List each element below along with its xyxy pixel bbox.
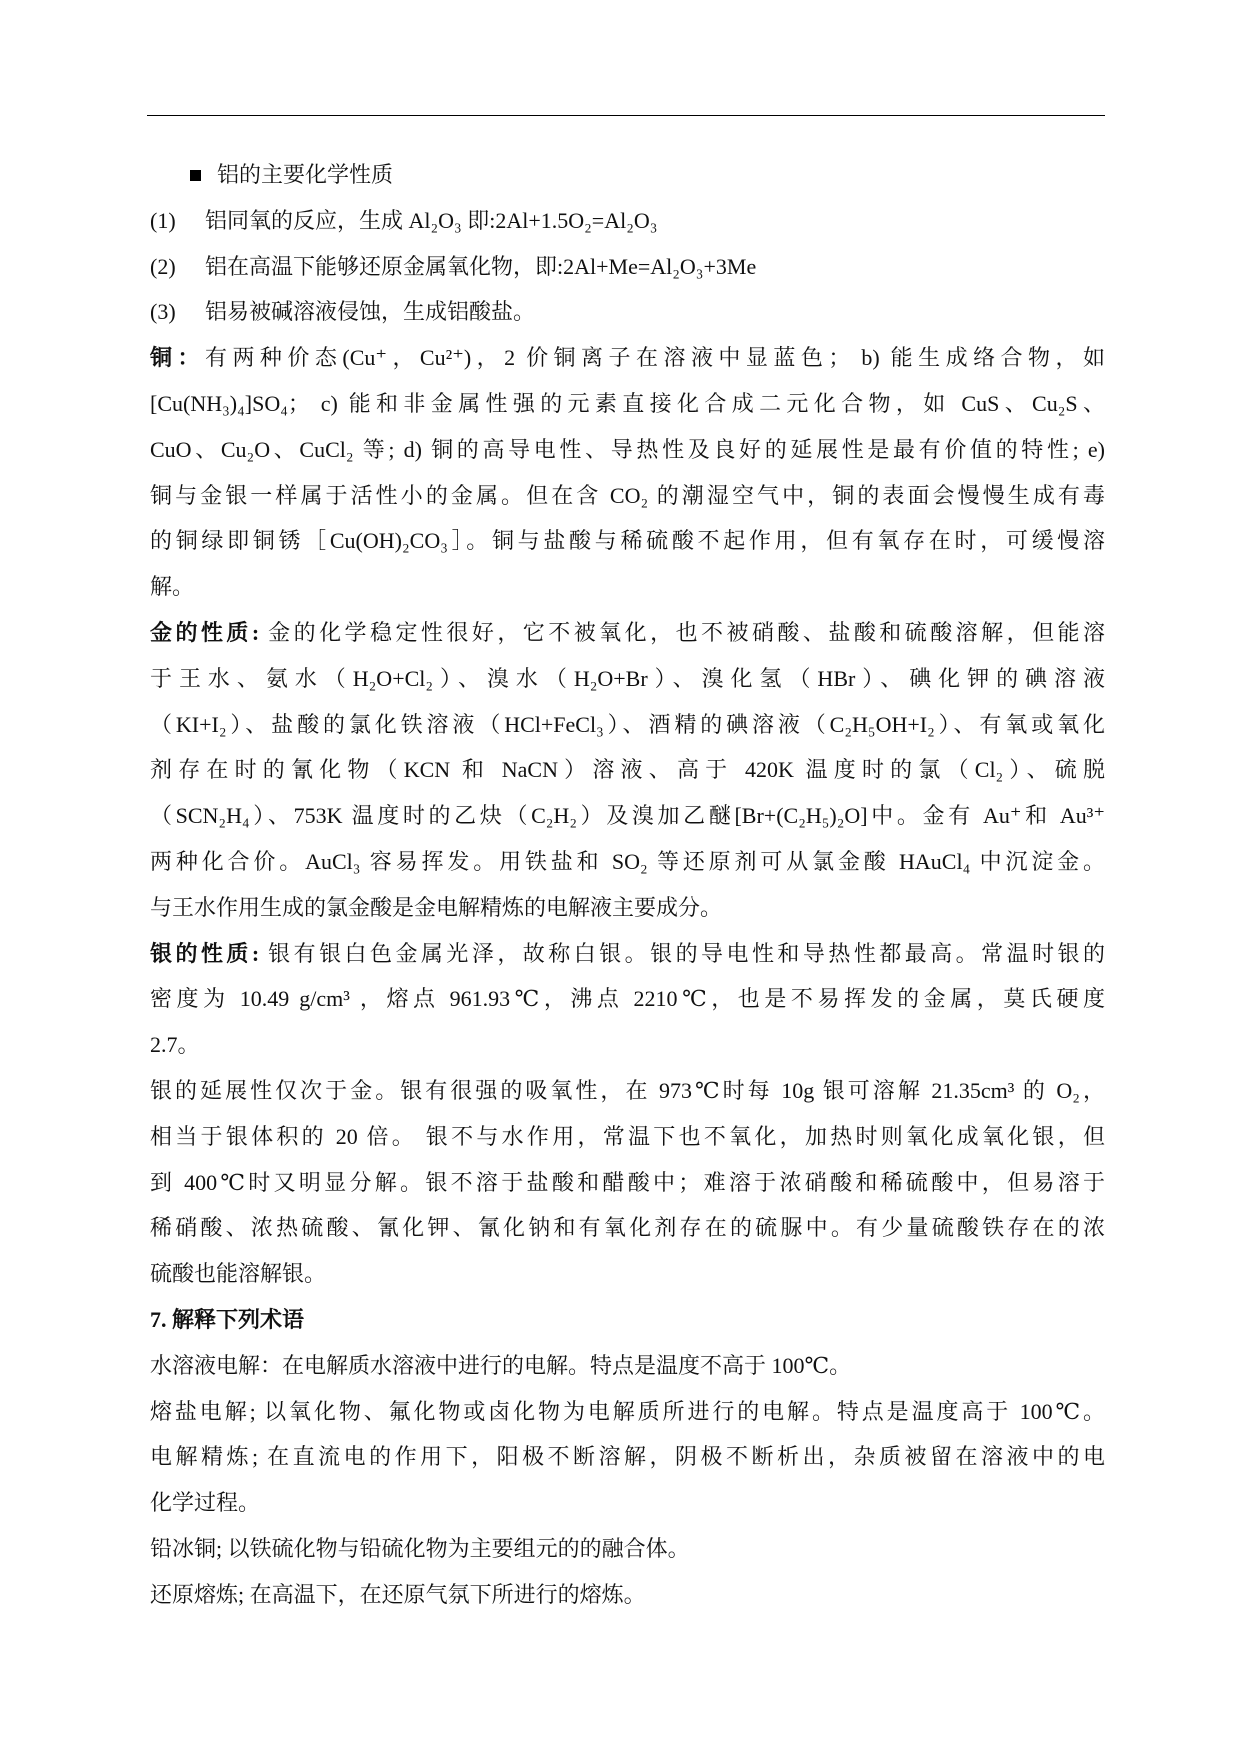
line-text: 银有银白色金属光泽，故称白银。银的导电性和导热性都最高。常温时银的 [259, 940, 1105, 966]
bold-term: 金的性质: [150, 619, 260, 645]
line-text: 的铜绿即铜锈［Cu(OH)₂CO₃］。铜与盐酸与稀硫酸不起作用，但有氧存在时，可缓慢溶 [150, 528, 1105, 554]
text-line [150, 1068, 1105, 1114]
list-number: (1) [150, 207, 176, 233]
line-text: CuO、Cu₂O、CuCl₂ 等; d) 铜的高导电性、导热性及良好的延展性是最有价值的特性; e) [150, 436, 1105, 462]
line-text: 相当于银体积的 20 倍。 银不与水作用，常温下也不氧化，加热时则氧化成氧化银，但 [150, 1123, 1105, 1149]
text-line [150, 793, 1105, 839]
text-line [150, 1389, 1105, 1435]
text-line [150, 1114, 1105, 1160]
header-rule [147, 115, 1105, 116]
line-text: 有两种价态(Cu⁺，Cu²⁺)，2 价铜离子在溶液中显蓝色； b) 能生成络合物，如 [204, 345, 1105, 371]
text-line [150, 839, 1105, 885]
text-line [150, 702, 1105, 748]
text-line [150, 1434, 1105, 1480]
text-line [150, 564, 1105, 610]
text-line [150, 381, 1105, 427]
text-line [150, 747, 1105, 793]
black-square-bullet-icon [190, 170, 201, 181]
text-line [150, 1572, 1105, 1618]
line-text: 铝同氧的反应，生成 Al₂O₃ 即:2Al+1.5O₂=Al₂O₃ [205, 207, 658, 233]
text-line [150, 1205, 1105, 1251]
line-text: 于王水、氨水（H₂O+Cl₂）、溴水（H₂O+Br）、溴化氢（HBr）、碘化钾的碘溶液 [150, 665, 1105, 691]
line-text: 还原熔炼; 在高温下，在还原气氛下所进行的熔炼。 [150, 1581, 646, 1607]
line-text: 到 400℃时又明显分解。银不溶于盐酸和醋酸中；难溶于浓硝酸和稀硫酸中，但易溶于 [150, 1169, 1105, 1195]
text-line [150, 610, 1105, 656]
line-text: 硫酸也能溶解银。 [150, 1261, 327, 1287]
line-text: 化学过程。 [150, 1490, 261, 1516]
list-number: (3) [150, 299, 176, 325]
line-text: 与王水作用生成的氯金酸是金电解精炼的电解液主要成分。 [150, 894, 723, 920]
line-text: 两种化合价。AuCl₃ 容易挥发。用铁盐和 SO₂ 等还原剂可从氯金酸 HAuCl₄ 中沉淀金。 [150, 848, 1105, 874]
text-lines [150, 198, 1105, 1618]
text-line [150, 1251, 1105, 1297]
line-text: 剂存在时的氰化物（KCN 和 NaCN）溶液、高于 420K 温度时的氯（Cl₂）、硫脱 [150, 757, 1105, 783]
bold-term: 7. 解释下列术语 [150, 1306, 305, 1332]
line-text: 铅冰铜; 以铁硫化物与铅硫化物为主要组元的的融合体。 [150, 1535, 690, 1561]
section-heading-text: 铝的主要化学性质 [217, 162, 394, 187]
text-line [150, 518, 1105, 564]
line-text: 银的延展性仅次于金。银有很强的吸氧性，在 973℃时每 10g 银可溶解 21.35cm³ 的 O₂， [150, 1077, 1105, 1103]
text-line [150, 473, 1105, 519]
text-line [150, 1343, 1105, 1389]
text-line [150, 244, 1105, 290]
line-text: 铝易被碱溶液侵蚀，生成铝酸盐。 [205, 299, 536, 325]
text-line [150, 1526, 1105, 1572]
line-text: 2.7。 [150, 1032, 200, 1058]
line-text: 铝在高温下能够还原金属氧化物，即:2Al+Me=Al₂O₃+3Me [205, 253, 757, 279]
line-text: 密度为 10.49 g/cm³ ，熔点 961.93℃，沸点 2210℃，也是不易挥发的金属，莫氏硬度 [150, 986, 1105, 1012]
text-line [150, 885, 1105, 931]
line-text: 水溶液电解：在电解质水溶液中进行的电解。特点是温度不高于 100℃。 [150, 1352, 852, 1378]
line-text: （SCN₂H₄）、753K 温度时的乙炔（C₂H₂）及溴加乙醚[Br+(C₂H₅)₂O]中。金有 Au⁺和 Au³⁺ [150, 803, 1105, 829]
text-line [150, 1022, 1105, 1068]
line-text: 解。 [150, 574, 195, 600]
bold-term: 银的性质: [150, 940, 260, 966]
text-line [150, 1480, 1105, 1526]
text-line [150, 656, 1105, 702]
line-text: 熔盐电解; 以氧化物、氟化物或卤化物为电解质所进行的电解。特点是温度高于 100℃。 [150, 1398, 1105, 1424]
text-line [150, 289, 1105, 335]
line-text: 稀硝酸、浓热硫酸、氰化钾、氰化钠和有氧化剂存在的硫脲中。有少量硫酸铁存在的浓 [150, 1215, 1105, 1241]
text-line [150, 198, 1105, 244]
text-line [150, 335, 1105, 381]
line-text: 金的化学稳定性很好，它不被氧化，也不被硝酸、盐酸和硫酸溶解，但能溶 [259, 619, 1105, 645]
line-text: （KI+I₂）、盐酸的氯化铁溶液（HCl+FeCl₃）、酒精的碘溶液（C₂H₅OH+I₂）、有氧或氧化 [150, 711, 1105, 737]
list-number: (2) [150, 253, 176, 279]
section-heading [150, 152, 1105, 198]
line-text: [Cu(NH₃)₄]SO₄； c) 能和非金属性强的元素直接化合成二元化合物，如 CuS、Cu₂S、 [150, 390, 1105, 416]
text-line [150, 1160, 1105, 1206]
text-line [150, 931, 1105, 977]
text-line [150, 427, 1105, 473]
document-body [150, 152, 1105, 1618]
line-text: 铜与金银一样属于活性小的金属。但在含 CO₂ 的潮湿空气中，铜的表面会慢慢生成有毒 [150, 482, 1105, 508]
text-line [150, 976, 1105, 1022]
text-line [150, 1297, 1105, 1343]
line-text: 电解精炼; 在直流电的作用下，阳极不断溶解，阴极不断析出，杂质被留在溶液中的电 [150, 1444, 1105, 1470]
bold-term: 铜： [150, 345, 205, 371]
